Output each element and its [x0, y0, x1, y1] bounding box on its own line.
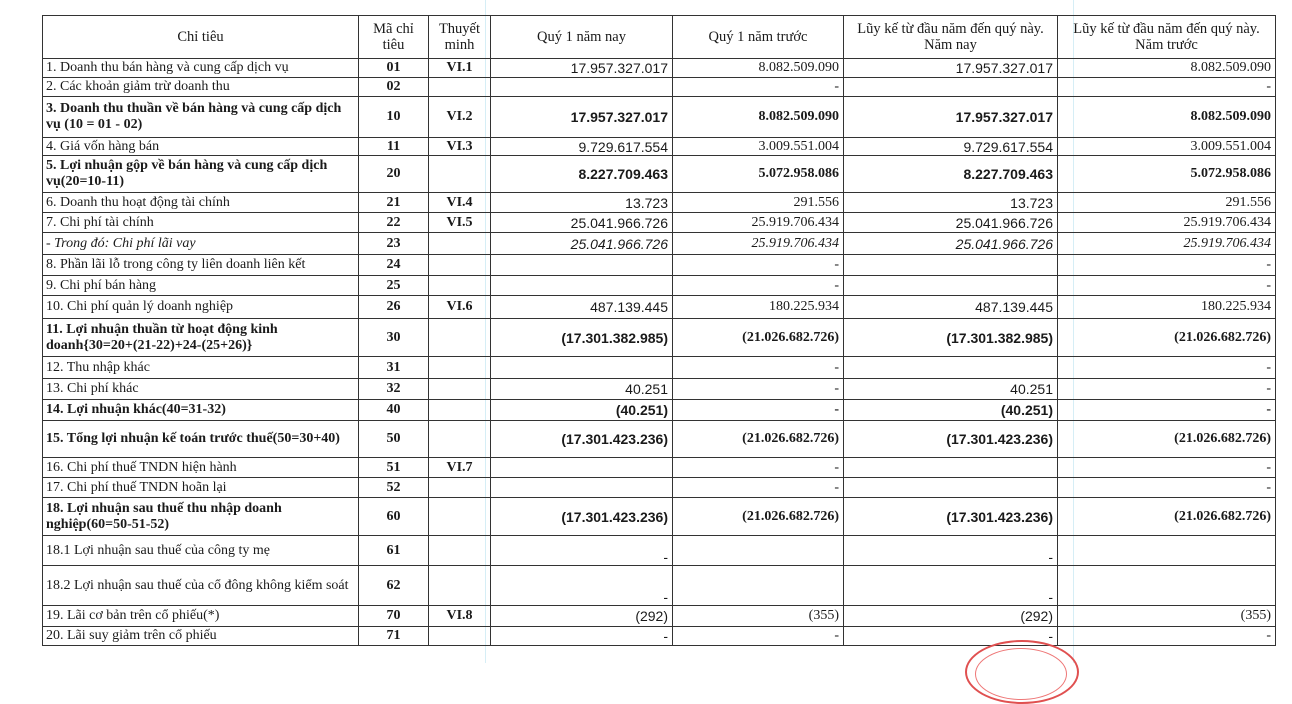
value-q1-previous: 180.225.934 [673, 296, 844, 319]
value-ytd-current: 17.957.327.017 [844, 59, 1058, 78]
value-ytd-previous: 25.919.706.434 [1058, 233, 1276, 255]
row-note [429, 233, 491, 255]
value-q1-current [491, 357, 673, 379]
value-ytd-current: 40.251 [844, 379, 1058, 400]
value-ytd-previous: - [1058, 276, 1276, 296]
row-code: 32 [359, 379, 429, 400]
value-q1-previous: - [673, 400, 844, 421]
value-ytd-previous: 5.072.958.086 [1058, 156, 1276, 193]
row-label: 20. Lãi suy giảm trên cổ phiếu [43, 627, 359, 646]
value-ytd-current [844, 478, 1058, 498]
value-ytd-previous: 180.225.934 [1058, 296, 1276, 319]
row-note [429, 627, 491, 646]
row-note [429, 357, 491, 379]
value-q1-previous: - [673, 78, 844, 97]
table-row [43, 627, 1276, 646]
table-row [43, 296, 1276, 319]
value-ytd-previous: (355) [1058, 606, 1276, 627]
table-row [43, 97, 1276, 138]
value-ytd-current [844, 276, 1058, 296]
value-q1-current: 25.041.966.726 [491, 213, 673, 233]
header-row [43, 16, 1276, 59]
row-code: 51 [359, 458, 429, 478]
row-note [429, 379, 491, 400]
table-row [43, 193, 1276, 213]
table-row [43, 138, 1276, 156]
table-row [43, 255, 1276, 276]
row-label: 18. Lợi nhuận sau thuế thu nhập doanh nghiệp(60=50-51-52) [43, 498, 359, 536]
value-q1-previous: - [673, 458, 844, 478]
row-label: 3. Doanh thu thuần về bán hàng và cung cấp dịch vụ (10 = 01 - 02) [43, 97, 359, 138]
value-q1-current [491, 458, 673, 478]
row-code: 01 [359, 59, 429, 78]
table-row [43, 536, 1276, 566]
value-ytd-previous: - [1058, 400, 1276, 421]
row-code: 31 [359, 357, 429, 379]
value-ytd-previous: 8.082.509.090 [1058, 59, 1276, 78]
row-label: 12. Thu nhập khác [43, 357, 359, 379]
row-note: VI.8 [429, 606, 491, 627]
value-q1-previous: 25.919.706.434 [673, 233, 844, 255]
row-note [429, 478, 491, 498]
value-q1-current: (40.251) [491, 400, 673, 421]
row-label: 14. Lợi nhuận khác(40=31-32) [43, 400, 359, 421]
value-ytd-current [844, 78, 1058, 97]
row-code: 10 [359, 97, 429, 138]
value-q1-previous: 25.919.706.434 [673, 213, 844, 233]
row-code: 23 [359, 233, 429, 255]
row-note: VI.2 [429, 97, 491, 138]
row-code: 11 [359, 138, 429, 156]
value-q1-current: - [491, 627, 673, 646]
row-note [429, 498, 491, 536]
value-ytd-previous: - [1058, 379, 1276, 400]
value-q1-current: (292) [491, 606, 673, 627]
row-label: 11. Lợi nhuận thuần từ hoạt động kinh doanh{30=20+(21-22)+24-(25+26)} [43, 319, 359, 357]
row-label: 18.2 Lợi nhuận sau thuế của cổ đông không kiểm soát [43, 566, 359, 606]
value-q1-previous: (21.026.682.726) [673, 421, 844, 458]
table-row [43, 233, 1276, 255]
row-code: 30 [359, 319, 429, 357]
table-row [43, 59, 1276, 78]
value-q1-current [491, 78, 673, 97]
row-label: 13. Chi phí khác [43, 379, 359, 400]
row-code: 22 [359, 213, 429, 233]
value-q1-current: 9.729.617.554 [491, 138, 673, 156]
table-row [43, 357, 1276, 379]
value-ytd-previous: - [1058, 78, 1276, 97]
value-q1-current: (17.301.423.236) [491, 421, 673, 458]
value-ytd-current: - [844, 627, 1058, 646]
row-label: 5. Lợi nhuận gộp về bán hàng và cung cấp dịch vụ(20=10-11) [43, 156, 359, 193]
header-ytd-current: Lũy kế từ đầu năm đến quý này. Năm nay [844, 16, 1058, 59]
row-label: 19. Lãi cơ bản trên cổ phiếu(*) [43, 606, 359, 627]
table-row [43, 400, 1276, 421]
table-row [43, 213, 1276, 233]
value-q1-previous: 8.082.509.090 [673, 97, 844, 138]
header-indicator: Chỉ tiêu [43, 16, 359, 59]
row-label: 10. Chi phí quản lý doanh nghiệp [43, 296, 359, 319]
header-code: Mã chỉ tiêu [359, 16, 429, 59]
row-label: 7. Chi phí tài chính [43, 213, 359, 233]
row-note [429, 156, 491, 193]
value-ytd-current [844, 458, 1058, 478]
value-q1-previous: 3.009.551.004 [673, 138, 844, 156]
header-q1-current: Quý 1 năm nay [491, 16, 673, 59]
value-q1-current [491, 276, 673, 296]
value-ytd-previous: - [1058, 458, 1276, 478]
row-code: 26 [359, 296, 429, 319]
table-row [43, 421, 1276, 458]
value-ytd-current: (292) [844, 606, 1058, 627]
value-ytd-current: - [844, 536, 1058, 566]
value-ytd-previous: - [1058, 357, 1276, 379]
value-ytd-current: 25.041.966.726 [844, 233, 1058, 255]
row-label: 9. Chi phí bán hàng [43, 276, 359, 296]
row-note: VI.6 [429, 296, 491, 319]
value-ytd-previous: - [1058, 255, 1276, 276]
table-row [43, 458, 1276, 478]
value-ytd-previous: (21.026.682.726) [1058, 319, 1276, 357]
value-q1-previous: (21.026.682.726) [673, 319, 844, 357]
row-label: 18.1 Lợi nhuận sau thuế của công ty mẹ [43, 536, 359, 566]
value-ytd-current: 487.139.445 [844, 296, 1058, 319]
row-note: VI.5 [429, 213, 491, 233]
row-note [429, 536, 491, 566]
table-row [43, 78, 1276, 97]
value-q1-current: 17.957.327.017 [491, 59, 673, 78]
value-ytd-previous: - [1058, 478, 1276, 498]
value-q1-previous: - [673, 627, 844, 646]
row-code: 20 [359, 156, 429, 193]
value-ytd-current: (17.301.382.985) [844, 319, 1058, 357]
value-ytd-previous: 8.082.509.090 [1058, 97, 1276, 138]
value-ytd-current: 8.227.709.463 [844, 156, 1058, 193]
row-note: VI.7 [429, 458, 491, 478]
value-q1-current: - [491, 566, 673, 606]
header-ytd-previous: Lũy kế từ đầu năm đến quý này. Năm trước [1058, 16, 1276, 59]
value-ytd-previous: - [1058, 627, 1276, 646]
row-code: 60 [359, 498, 429, 536]
value-q1-current: 8.227.709.463 [491, 156, 673, 193]
table-row [43, 566, 1276, 606]
value-q1-previous: - [673, 357, 844, 379]
value-ytd-previous: (21.026.682.726) [1058, 498, 1276, 536]
value-ytd-previous: 3.009.551.004 [1058, 138, 1276, 156]
row-note: VI.4 [429, 193, 491, 213]
table-row [43, 276, 1276, 296]
table-row [43, 156, 1276, 193]
row-label: - Trong đó: Chi phí lãi vay [43, 233, 359, 255]
value-q1-previous: - [673, 379, 844, 400]
row-note [429, 400, 491, 421]
row-note [429, 276, 491, 296]
value-q1-current: 487.139.445 [491, 296, 673, 319]
row-code: 50 [359, 421, 429, 458]
value-ytd-previous: 25.919.706.434 [1058, 213, 1276, 233]
row-code: 21 [359, 193, 429, 213]
income-statement-table [42, 15, 1276, 646]
row-label: 2. Các khoản giảm trừ doanh thu [43, 78, 359, 97]
value-q1-current: - [491, 536, 673, 566]
value-ytd-current: 9.729.617.554 [844, 138, 1058, 156]
value-ytd-current: 25.041.966.726 [844, 213, 1058, 233]
row-code: 61 [359, 536, 429, 566]
row-code: 52 [359, 478, 429, 498]
value-q1-previous: - [673, 478, 844, 498]
value-q1-current [491, 478, 673, 498]
header-note: Thuyết minh [429, 16, 491, 59]
value-ytd-current: 13.723 [844, 193, 1058, 213]
value-q1-previous: 5.072.958.086 [673, 156, 844, 193]
value-q1-previous: - [673, 276, 844, 296]
row-label: 4. Giá vốn hàng bán [43, 138, 359, 156]
value-q1-current: 25.041.966.726 [491, 233, 673, 255]
row-note [429, 319, 491, 357]
value-ytd-current: (17.301.423.236) [844, 421, 1058, 458]
row-note [429, 421, 491, 458]
row-code: 40 [359, 400, 429, 421]
table-row [43, 379, 1276, 400]
value-ytd-previous [1058, 566, 1276, 606]
value-q1-previous: (21.026.682.726) [673, 498, 844, 536]
value-q1-current: (17.301.423.236) [491, 498, 673, 536]
value-q1-previous [673, 566, 844, 606]
value-ytd-current: (40.251) [844, 400, 1058, 421]
value-q1-current [491, 255, 673, 276]
row-code: 25 [359, 276, 429, 296]
header-q1-previous: Quý 1 năm trước [673, 16, 844, 59]
row-code: 70 [359, 606, 429, 627]
value-ytd-previous: (21.026.682.726) [1058, 421, 1276, 458]
row-label: 8. Phần lãi lỗ trong công ty liên doanh liên kết [43, 255, 359, 276]
value-q1-previous: (355) [673, 606, 844, 627]
row-label: 16. Chi phí thuế TNDN hiện hành [43, 458, 359, 478]
row-note [429, 78, 491, 97]
row-code: 71 [359, 627, 429, 646]
value-ytd-current: (17.301.423.236) [844, 498, 1058, 536]
row-code: 02 [359, 78, 429, 97]
value-ytd-current [844, 357, 1058, 379]
value-ytd-previous [1058, 536, 1276, 566]
row-note: VI.3 [429, 138, 491, 156]
row-note [429, 255, 491, 276]
row-note [429, 566, 491, 606]
value-ytd-current: 17.957.327.017 [844, 97, 1058, 138]
table-row [43, 498, 1276, 536]
value-q1-previous: - [673, 255, 844, 276]
value-ytd-previous: 291.556 [1058, 193, 1276, 213]
table-row [43, 478, 1276, 498]
value-q1-current: 13.723 [491, 193, 673, 213]
row-note: VI.1 [429, 59, 491, 78]
row-label: 6. Doanh thu hoạt động tài chính [43, 193, 359, 213]
company-stamp-inner [975, 648, 1067, 700]
value-q1-current: 17.957.327.017 [491, 97, 673, 138]
row-code: 62 [359, 566, 429, 606]
row-label: 1. Doanh thu bán hàng và cung cấp dịch vụ [43, 59, 359, 78]
value-ytd-current [844, 255, 1058, 276]
value-q1-current: 40.251 [491, 379, 673, 400]
value-q1-previous [673, 536, 844, 566]
table-row [43, 606, 1276, 627]
value-ytd-current: - [844, 566, 1058, 606]
row-label: 15. Tổng lợi nhuận kế toán trước thuế(50=30+40) [43, 421, 359, 458]
row-code: 24 [359, 255, 429, 276]
table-row [43, 319, 1276, 357]
value-q1-previous: 291.556 [673, 193, 844, 213]
value-q1-current: (17.301.382.985) [491, 319, 673, 357]
row-label: 17. Chi phí thuế TNDN hoãn lại [43, 478, 359, 498]
value-q1-previous: 8.082.509.090 [673, 59, 844, 78]
